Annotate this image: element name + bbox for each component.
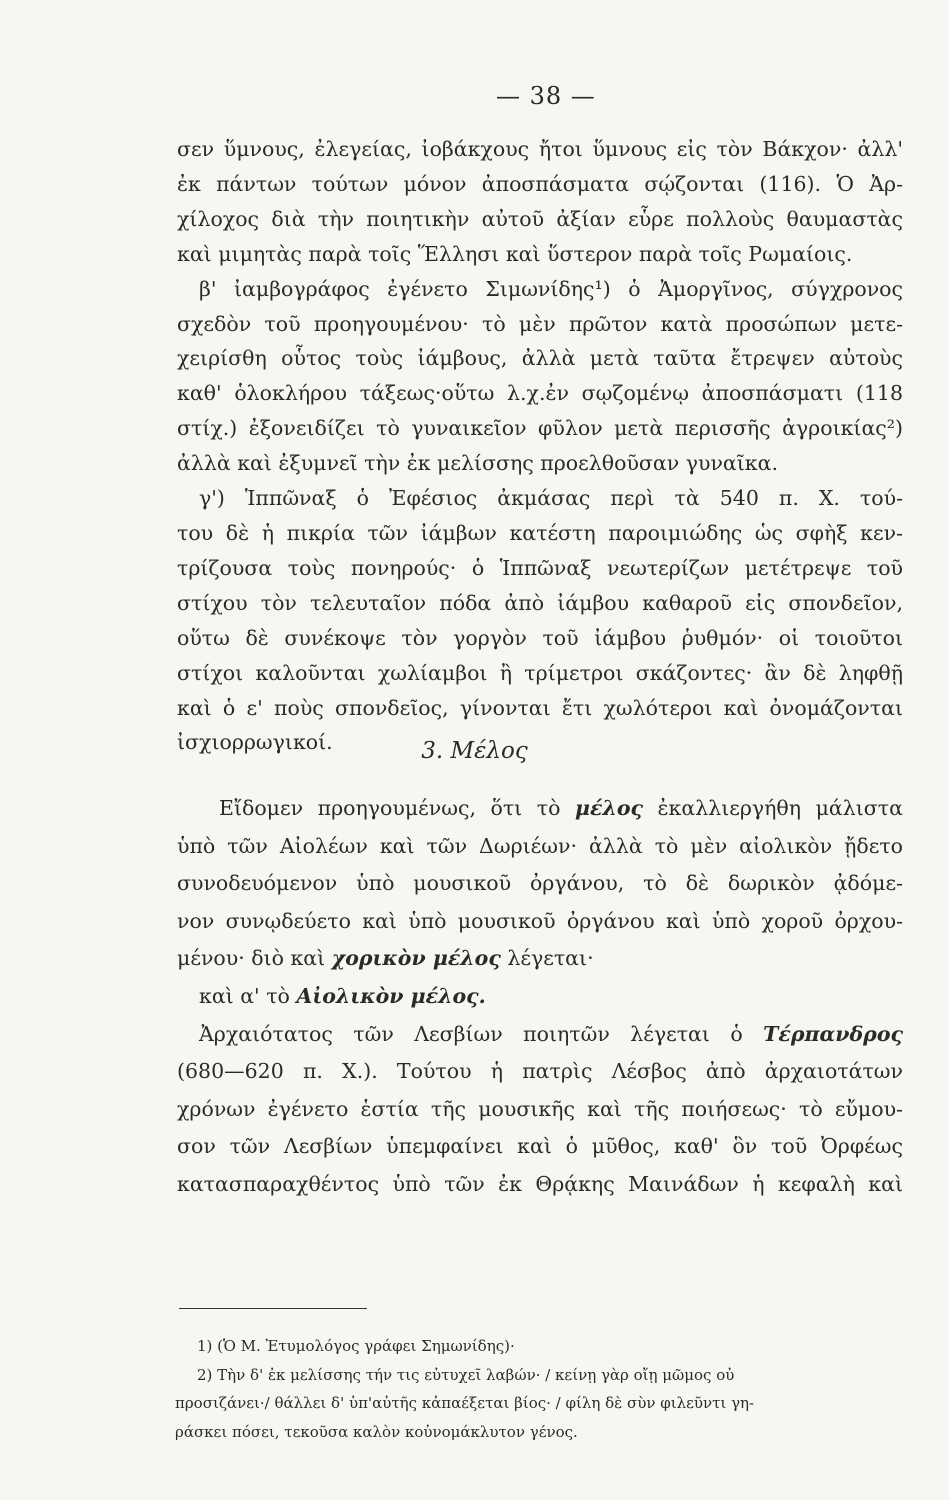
text-line: στίχ.) ἐξονειδίζει τὸ γυναικεῖον φῦλον μετὰ περισσῆς ἀγροικίας²): [177, 416, 903, 441]
footnote-line: ράσκει πόσει, τεκοῦσα καλὸν κοὐνομάκλυτον γένος.: [175, 1422, 578, 1441]
footnote-line: προσιζάνει·/ θάλλει δ' ὑπ'αὐτῆς κἀπαέξεται βίος· / φίλη δὲ σὺν φιλεῦντι γη-: [175, 1394, 755, 1412]
text-line: [177, 790, 903, 828]
section-heading: 3. Μέλος: [421, 738, 528, 764]
text-line: (680—620 π. Χ.). Τούτου ἡ πατρὶς Λέσβος ἀπὸ ἀρχαιοτάτων: [177, 1059, 903, 1084]
emphasis: μέλος: [575, 796, 643, 820]
text-line: του δὲ ἡ πικρία τῶν ἰάμβων κατέστη παροιμιώδης ὡς σφὴξ κεν-: [177, 520, 903, 545]
text-line: [177, 978, 903, 1016]
text-line: οὕτω δὲ συνέκοψε τὸν γοργὸν τοῦ ἰάμβου ῥυθμόν· οἱ τοιοῦτοι: [177, 625, 903, 650]
emphasis: χορικὸν μέλος: [331, 946, 501, 971]
body-text-lower: [177, 790, 903, 1204]
text-line: σεν ὕμνους, ἐλεγείας, ἰοβάκχους ἤτοι ὕμνους εἰς τὸν Βάκχον· ἀλλ': [177, 137, 903, 161]
emphasis: Αἰολικὸν μέλος.: [296, 983, 486, 1008]
text-run: μένου· διὸ καὶ: [177, 946, 326, 971]
text-line: κατασπαραχθέντος ὑπὸ τῶν ἐκ Θρᾴκης Μαινάδων ἡ κεφαλὴ καὶ: [177, 1171, 903, 1196]
footnote-divider: [179, 1308, 367, 1309]
text-line: ἐκ πάντων τούτων μόνον ἀποσπάσματα σῴζονται (116). Ὁ Ἀρ-: [177, 171, 903, 196]
text-line: συνοδευόμενον ὑπὸ μουσικοῦ ὀργάνου, τὸ δὲ δωρικὸν ᾀδόμε-: [177, 871, 903, 896]
text-line: [177, 1016, 903, 1054]
text-line: σον τῶν Λεσβίων ὑπεμφαίνει καὶ ὁ μῦθος, καθ' ὃν τοῦ Ὀρφέως: [177, 1134, 903, 1159]
text-line: χρόνων ἐγένετο ἑστία τῆς μουσικῆς καὶ τῆς ποιήσεως· τὸ εὔμου-: [177, 1096, 903, 1121]
text-run: Εἴδομεν προηγουμένως, ὅτι τὸ: [219, 796, 561, 820]
text-line: νον συνῳδεύετο καὶ ὑπὸ μουσικοῦ ὀργάνου καὶ ὑπὸ χοροῦ ὀρχου-: [177, 908, 903, 933]
text-run: καὶ α' τὸ: [199, 983, 290, 1008]
emphasis: Τέρπανδρος: [763, 1021, 903, 1046]
text-run: ἐκαλλιεργήθη μάλιστα: [657, 796, 903, 820]
text-line: χίλοχος διὰ τὴν ποιητικὴν αὐτοῦ ἀξίαν εὗρε πολλοὺς θαυμαστὰς: [177, 206, 903, 231]
text-line: β' ἰαμβογράφος ἐγένετο Σιμωνίδης¹) ὁ Ἀμοργῖνος, σύγχρονος: [199, 276, 903, 301]
text-line: ὑπὸ τῶν Αἰολέων καὶ τῶν Δωριέων· ἀλλὰ τὸ μὲν αἰολικὸν ᾔδετο: [177, 833, 903, 858]
footnote-line: 1) (Ὁ Μ. Ἐτυμολόγος γράφει Σημωνίδης)·: [197, 1337, 515, 1355]
text-line: καὶ ὁ ε' ποὺς σπονδεῖος, γίνονται ἔτι χωλότεροι καὶ ὀνομάζονται: [177, 695, 903, 720]
text-run: Ἀρχαιότατος τῶν Λεσβίων ποιητῶν λέγεται ὁ: [199, 1021, 743, 1046]
text-line: καὶ μιμητὰς παρὰ τοῖς Ἕλλησι καὶ ὕστερον παρὰ τοῖς Ρωμαίοις.: [177, 241, 853, 266]
text-line: χειρίσθη οὗτος τοὺς ἰάμβους, ἀλλὰ μετὰ ταῦτα ἔτρεψεν αὐτοὺς: [177, 346, 903, 371]
text-line: ἰσχιορρωγικοί.: [177, 730, 333, 755]
text-line: γ') Ἱππῶναξ ὁ Ἐφέσιος ἀκμάσας περὶ τὰ 540 π. Χ. τού-: [199, 486, 903, 511]
text-line: ἀλλὰ καὶ ἐξυμνεῖ τὴν ἐκ μελίσσης προελθοῦσαν γυναῖκα.: [177, 451, 778, 476]
text-line: στίχου τὸν τελευταῖον πόδα ἀπὸ ἰάμβου καθαροῦ εἰς σπονδεῖον,: [177, 590, 903, 615]
footnote-line: 2) Τὴν δ' ἐκ μελίσσης τήν τις εὐτυχεῖ λαβών· / κείνῃ γὰρ οἴῃ μῶμος οὐ: [197, 1365, 735, 1384]
text-line: στίχοι καλοῦνται χωλίαμβοι ἢ τρίμετροι σκάζοντες· ἂν δὲ ληφθῇ: [177, 660, 903, 685]
text-line: τρίζουσα τοὺς πονηρούς· ὁ Ἱππῶναξ νεωτερίζων μετέτρεψε τοῦ: [177, 555, 903, 580]
footnotes: [175, 1332, 905, 1446]
body-text-upper: [177, 132, 903, 760]
text-line: καθ' ὁλοκλήρου τάξεως·οὕτω λ.χ.ἐν σῳζομένῳ ἀποσπάσματι (118: [177, 381, 903, 406]
text-run: λέγεται·: [507, 946, 594, 971]
page-number: — 38 —: [496, 82, 596, 110]
text-line: σχεδὸν τοῦ προηγουμένου· τὸ μὲν πρῶτον κατὰ προσώπων μετε-: [177, 311, 903, 336]
text-line: [177, 940, 903, 978]
